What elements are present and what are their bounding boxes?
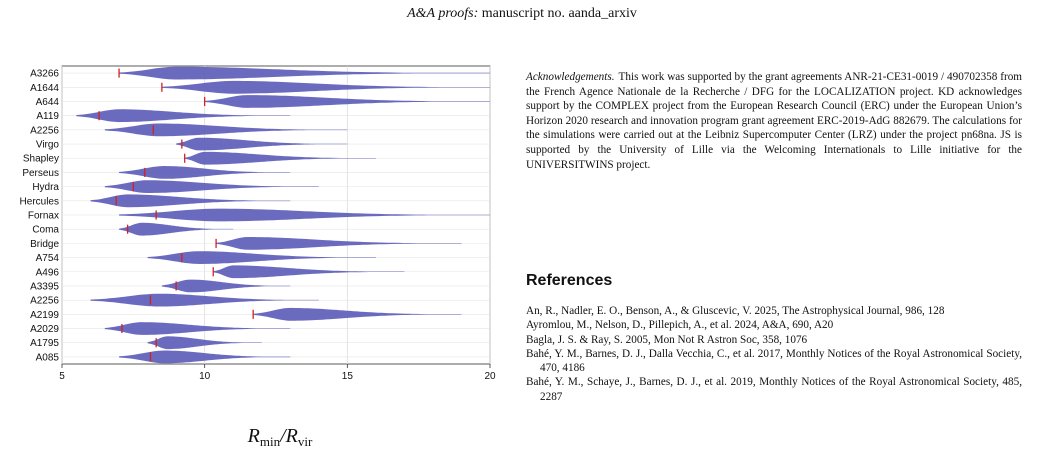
x-tick-label: 20: [484, 371, 496, 382]
journal-name: A&A proofs:: [407, 6, 479, 21]
violin-plot: [0, 58, 500, 450]
manuscript-id: manuscript no. aanda_arxiv: [481, 6, 637, 21]
reference-item: Bagla, J. S. & Ray, S. 2005, Mon Not R Astron Soc, 358, 1076: [526, 333, 808, 346]
violin-shape: [216, 237, 461, 250]
references-title: References: [526, 272, 613, 289]
category-label: A3266: [30, 68, 59, 80]
x-tick-label: 15: [341, 371, 353, 382]
category-label: A2256: [30, 125, 59, 137]
category-label: A085: [35, 352, 59, 364]
category-label: Bridge: [30, 238, 59, 250]
x-tick-label: 10: [199, 371, 211, 382]
reference-item: An, R., Nadler, E. O., Benson, A., & Gluscevic, V. 2025, The Astrophysical Journal, 986, 128: [526, 305, 945, 317]
references-list: [526, 304, 1022, 404]
category-label: A496: [35, 267, 59, 279]
category-label: A1644: [30, 82, 59, 94]
category-label: Fornax: [27, 210, 59, 222]
x-tick-label: 5: [59, 371, 65, 382]
violin-shape: [162, 280, 290, 293]
category-label: A2256: [30, 295, 59, 307]
acknowledgements-heading: Acknowledgements.: [526, 71, 615, 83]
category-label: Hercules: [19, 196, 59, 208]
category-labels: [20, 69, 60, 364]
violin-shape: [162, 81, 490, 94]
category-label: Hydra: [32, 182, 59, 194]
right-column: [526, 70, 1022, 172]
violin-shape: [119, 223, 233, 236]
reference-item: Bahé, Y. M., Barnes, D. J., Dalla Vecchia, C., et al. 2017, Monthly Notices of the Royal Astronomical Society, 470, 4186: [526, 347, 1022, 375]
category-label: Coma: [32, 224, 59, 236]
category-label: A2199: [30, 309, 59, 321]
violin-shape: [253, 308, 461, 321]
x-ticks: [59, 364, 496, 382]
reference-item: Bahé, Y. M., Schaye, J., Barnes, D. J., et al. 2019, Monthly Notices of the Royal Astronomical Society, 485, 2287: [526, 376, 1022, 403]
running-header: [0, 6, 1044, 22]
reference-item: Ayromlou, M., Nelson, D., Pillepich, A., et al. 2024, A&A, 690, A20: [526, 319, 834, 332]
category-label: A3395: [30, 281, 59, 293]
violin-shape: [105, 180, 319, 193]
violin-shape: [176, 138, 347, 151]
category-label: A119: [36, 111, 59, 123]
category-label: A644: [35, 96, 59, 108]
category-label: A2029: [30, 324, 59, 336]
violin-figure: [0, 58, 500, 450]
violin-shape: [119, 67, 490, 80]
acknowledgements-text: This work was supported by the grant agreements ANR-21-CE31-0019 / 490702358 from the French Agence Nationale de la Recherche / DFG for the LOCALIZATION project. KD acknowledges support by the COMPLEX project from the European Research Council (ERC) under the European Union’s Horizon 2020 research and innovation program grant agreement ERC-2019-AdG 882679. The calculations for the simulations were carried out at the Leibniz Supercomputer Center (LRZ) under the project pn68na. JS is supported by the University of Lille via the Welcoming Internationals to Lille initiative for the UNIVERSITWINS project.: [526, 71, 1022, 171]
violin-shape: [119, 209, 490, 222]
category-label: Perseus: [22, 167, 59, 179]
category-label: A754: [35, 253, 59, 265]
category-label: A1795: [30, 338, 59, 350]
violin-shape: [105, 322, 290, 335]
violin-shape: [213, 265, 404, 278]
violin-layer: [76, 67, 490, 364]
acknowledgements: [526, 70, 1022, 172]
category-label: Shapley: [22, 153, 59, 165]
violin-shape: [76, 109, 290, 122]
category-label: Virgo: [35, 139, 59, 151]
x-axis-label: $R_{min}/R_{vir}$: [247, 425, 313, 449]
violin-shape: [105, 124, 347, 137]
violin-shape: [91, 194, 291, 207]
